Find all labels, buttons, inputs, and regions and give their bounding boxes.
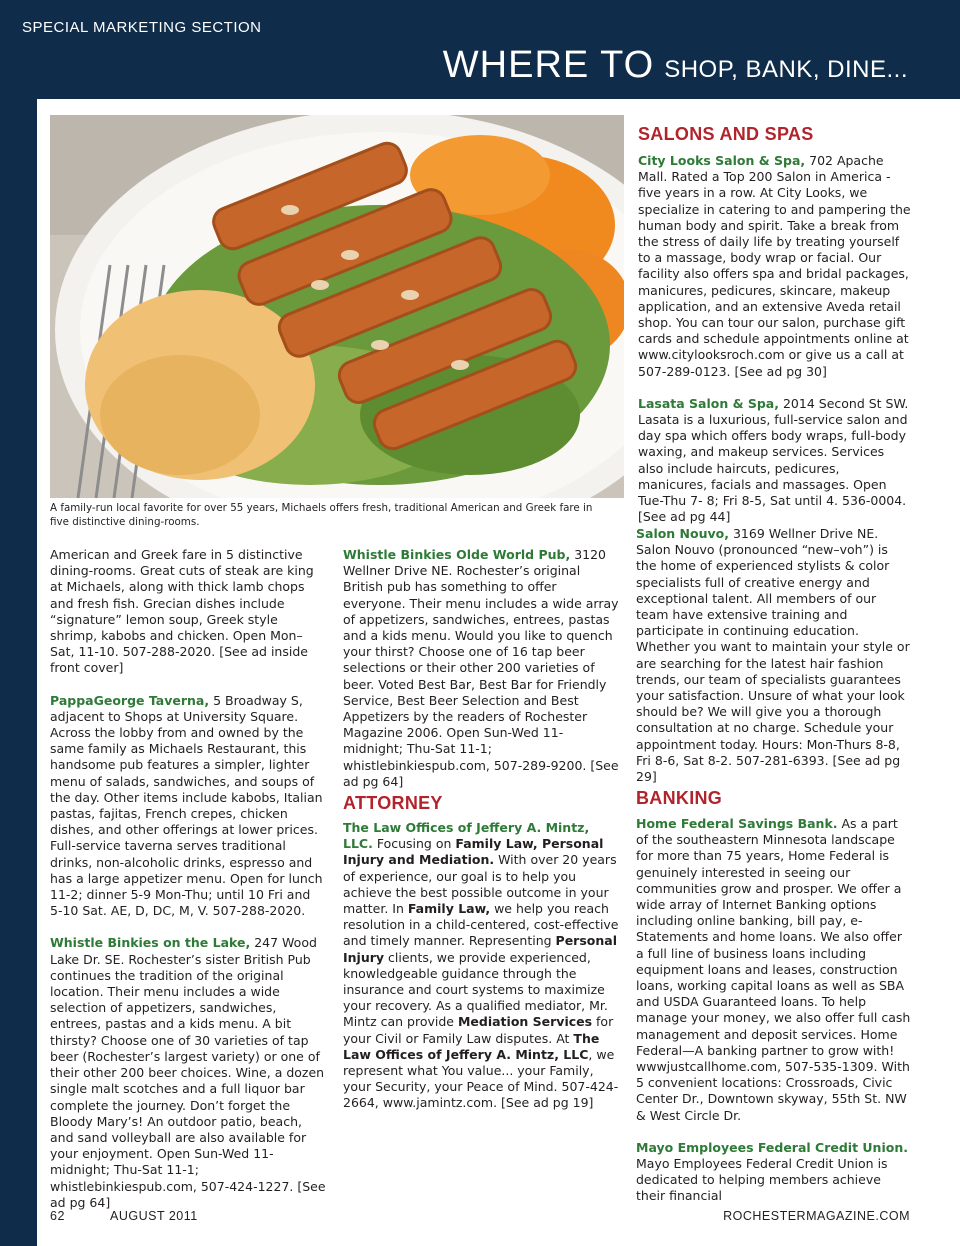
column-salons bbox=[638, 153, 912, 541]
mintz-bold-5: The Law Offices of Jeffery A. Mintz, LLC bbox=[343, 1030, 600, 1062]
title-big: WHERE TO bbox=[442, 44, 655, 86]
home-federal-entry bbox=[636, 816, 912, 1124]
mintz-bold-1: Family Law, Personal Injury and Mediation. bbox=[343, 836, 604, 868]
mintz-text-3: we help you reach resolution in a child-centered, cost-effective and timely manner. Representing bbox=[343, 901, 619, 949]
mayo-credit-union-text: Mayo Employees Federal Credit Union is dedicated to helping members achieve their financial bbox=[636, 1156, 888, 1204]
salons-heading: SALONS AND SPAS bbox=[638, 124, 814, 144]
mintz-name: The Law Offices of Jeffery A. Mintz, LLC. bbox=[343, 820, 590, 852]
lasata-entry bbox=[638, 396, 912, 526]
salad-plate-illustration bbox=[50, 115, 624, 498]
food-photo bbox=[50, 115, 624, 498]
whistle-binkies-lake-entry bbox=[50, 935, 326, 1210]
photo-caption: A family-run local favorite for over 55 years, Michaels offers fresh, traditional American and Greek fare in five distinctive dining-rooms. bbox=[50, 502, 593, 528]
column-nouvo bbox=[636, 526, 912, 801]
whistle-binkies-lake-text: 247 Wood Lake Dr. SE. Rochester’s sister British Pub continues the tradition of the original location. Their menu includes a wide selection of appetizers, sandwiches, entrees, pastas and a kids menu. A bit thirsty? Choose one of 30 varieties of tap beer (Rochester’s largest variety) or one of their other 200 beer choices. Wine, a dozen single malt scotches and a full liquor bar complete the journey. Don’t forget the Bloody Mary’s! An outdoor patio, beach, and sand volleyball are also available for your enjoyment. Open Sun-Wed 11-midnight; Thu-Sat 11-1; whistlebinkiespub.com, 507-424-1227. [See ad pg 64] bbox=[50, 935, 326, 1210]
whistle-binkies-olde-entry bbox=[343, 547, 619, 790]
lasata-name: Lasata Salon & Spa, bbox=[638, 395, 779, 411]
column-banking bbox=[636, 816, 912, 1221]
home-federal-text: As a part of the southeastern Minnesota landscape for more than 75 years, Home Federal is genuinely interested in seeing our communities grow and prosper. We offer a wide array of Internet Banking options including online banking, bill pay, e-Statements and home loans. We also offer a full line of business loans including equipment loans and leases, construction loans, working capital loans as well as SBA and USDA Guaranteed loans. To help manage your money, we also offer full cash management and deposit services. Home Federal—A banking partner to grow with! wwwjustcallhome.com, 507-535-1309. With 5 convenient locations: Crossroads, Civic Center Dr., Downtown skyway, 55th St. NW & West Circle Dr. bbox=[636, 816, 911, 1123]
salon-nouvo-name: Salon Nouvo, bbox=[636, 526, 729, 541]
mintz-text-2: With over 20 years of experience, our goal is to help you achieve the best possible outcome in your matter. In bbox=[343, 852, 617, 917]
pappageorge-text: 5 Broadway S, adjacent to Shops at University Square. Across the lobby from and owned by the same family as Michaels Restaurant, this handsome pub features a simpler, lighter menu of salads, sandwiches, and soups of the day. Other items include kabobs, Italian pastas, fajitas, French crepes, chicken dishes, and other offerings at lower prices. Full-service taverna serves traditional drinks, non-alcoholic drinks, espresso and has a large appetizer menu. Open for lunch 11-2; dinner 5-9 Mon-Thu; until 10 Fri and 5-10 Sat. AE, D, DC, M, V. 507-288-2020. bbox=[50, 692, 323, 919]
michaels-entry bbox=[50, 547, 326, 677]
mintz-bold-3: Personal Injury bbox=[343, 933, 617, 965]
column-dining-2 bbox=[343, 547, 619, 806]
mintz-text-5: for your Civil or Family Law disputes. At bbox=[343, 1014, 614, 1046]
city-looks-entry bbox=[638, 153, 912, 380]
city-looks-text: 702 Apache Mall. Rated a Top 200 Salon in America - five years in a row. At City Looks, we specialize in catering to and pampering the human body and spirit. Take a break from the stress of daily life by treating yourself to a massage, body wrap or facial. Our facility also offers spa and bridal packages, manicures, pedicures, skincare, makeup application, and an extensive Aveda retail shop. You can tour our salon, purchase gift cards and schedule appointments online at www.citylooksroch.com or give us a call at 507-289-0123. [See ad pg 30] bbox=[638, 153, 911, 379]
page-title bbox=[443, 44, 908, 87]
title-small: SHOP, BANK, DINE... bbox=[664, 56, 908, 83]
mayo-credit-union-entry bbox=[636, 1140, 912, 1205]
left-margin-band bbox=[0, 0, 37, 1246]
mintz-entry bbox=[343, 820, 621, 1112]
city-looks-name: City Looks Salon & Spa, bbox=[638, 153, 806, 168]
pappageorge-name: PappaGeorge Taverna, bbox=[50, 692, 210, 708]
section-label: SPECIAL MARKETING SECTION bbox=[22, 19, 262, 36]
mayo-credit-union-name: Mayo Employees Federal Credit Union. bbox=[636, 1139, 908, 1155]
michaels-text: American and Greek fare in 5 distinctive dining-rooms. Great cuts of steak are king at Michaels, along with thick lamb chops and fresh fish. Grecian dishes include “signature” lemon soup, Greek style shrimp, kabobs and chicken. Open Mon–Sat, 11-10. 507-288-2020. [See ad inside front cover] bbox=[50, 547, 314, 676]
lasata-text: 2014 Second St SW. Lasata is a luxurious, full-service salon and day spa which offers body wraps, full-body waxing, and makeup services. Services also include haircuts, pedicures, manicures, facials and massages. Open Tue-Thu 7- 8; Fri 8-5, Sat until 4. 536-0004. [See ad pg 44] bbox=[638, 395, 909, 525]
mintz-text-4: clients, we provide experienced, knowledgeable guidance through the insurance and court systems to maximize your recovery. As a qualified mediator, Mr. Mintz can provide bbox=[343, 949, 608, 1030]
salon-nouvo-entry bbox=[636, 526, 912, 785]
mintz-text-1: Focusing on bbox=[372, 836, 456, 852]
whistle-binkies-lake-name: Whistle Binkies on the Lake, bbox=[50, 935, 251, 951]
whistle-binkies-olde-text: 3120 Wellner Drive NE. Rochester’s original British pub has something to offer everyone. Their menu includes a wide array of appetizers, sandwiches, entrees, pastas and a kids menu. Would you like to quench your thirst? Choose one of 16 tap beer selections or their other 200 varieties of beer. Voted Best Bar, Best Bar for Friendly Service, Best Beer Selection and Best Appetizers by the readers of Rochester Magazine 2006. Open Sun-Wed 11-midnight; Thu-Sat 11-1; whistlebinkiespub.com, 507-289-9200. [See ad pg 64] bbox=[343, 547, 619, 789]
mintz-bold-2: Family Law, bbox=[407, 901, 491, 917]
column-attorney bbox=[343, 820, 621, 1128]
banking-heading: BANKING bbox=[636, 788, 723, 808]
home-federal-name: Home Federal Savings Bank. bbox=[636, 816, 838, 831]
whistle-binkies-olde-name: Whistle Binkies Olde World Pub, bbox=[343, 547, 571, 562]
issue-date: AUGUST 2011 bbox=[110, 1209, 198, 1223]
mintz-text-6: , we represent what You value... your Family, your Security, your Peace of Mind. 507-424-2664, www.jamintz.com. [See ad pg 19] bbox=[343, 1046, 619, 1111]
mintz-bold-4: Mediation Services bbox=[457, 1014, 593, 1030]
pappageorge-entry bbox=[50, 693, 326, 920]
column-dining-1 bbox=[50, 547, 326, 1227]
website: ROCHESTERMAGAZINE.COM bbox=[723, 1209, 910, 1223]
salon-nouvo-text: 3169 Wellner Drive NE. Salon Nouvo (pronounced “new–voh”) is the home of experienced stylists & color specialists full of creative energy and exceptional talent. All members of our team have extensive training and participate in continuing education. Whether you want to maintain your style or are searching for the latest hair fashion trends, our team of specialists guarantees your satisfaction. Unsure of what your look should be? We will give you a thorough consultation at no charge. Schedule your appointment today. Hours: Mon-Thurs 8-8, Fri 8-6, Sat 8-2. 507-281-6393. [See ad pg 29] bbox=[636, 526, 910, 785]
page-number: 62 bbox=[50, 1209, 65, 1223]
attorney-heading: ATTORNEY bbox=[343, 793, 443, 813]
